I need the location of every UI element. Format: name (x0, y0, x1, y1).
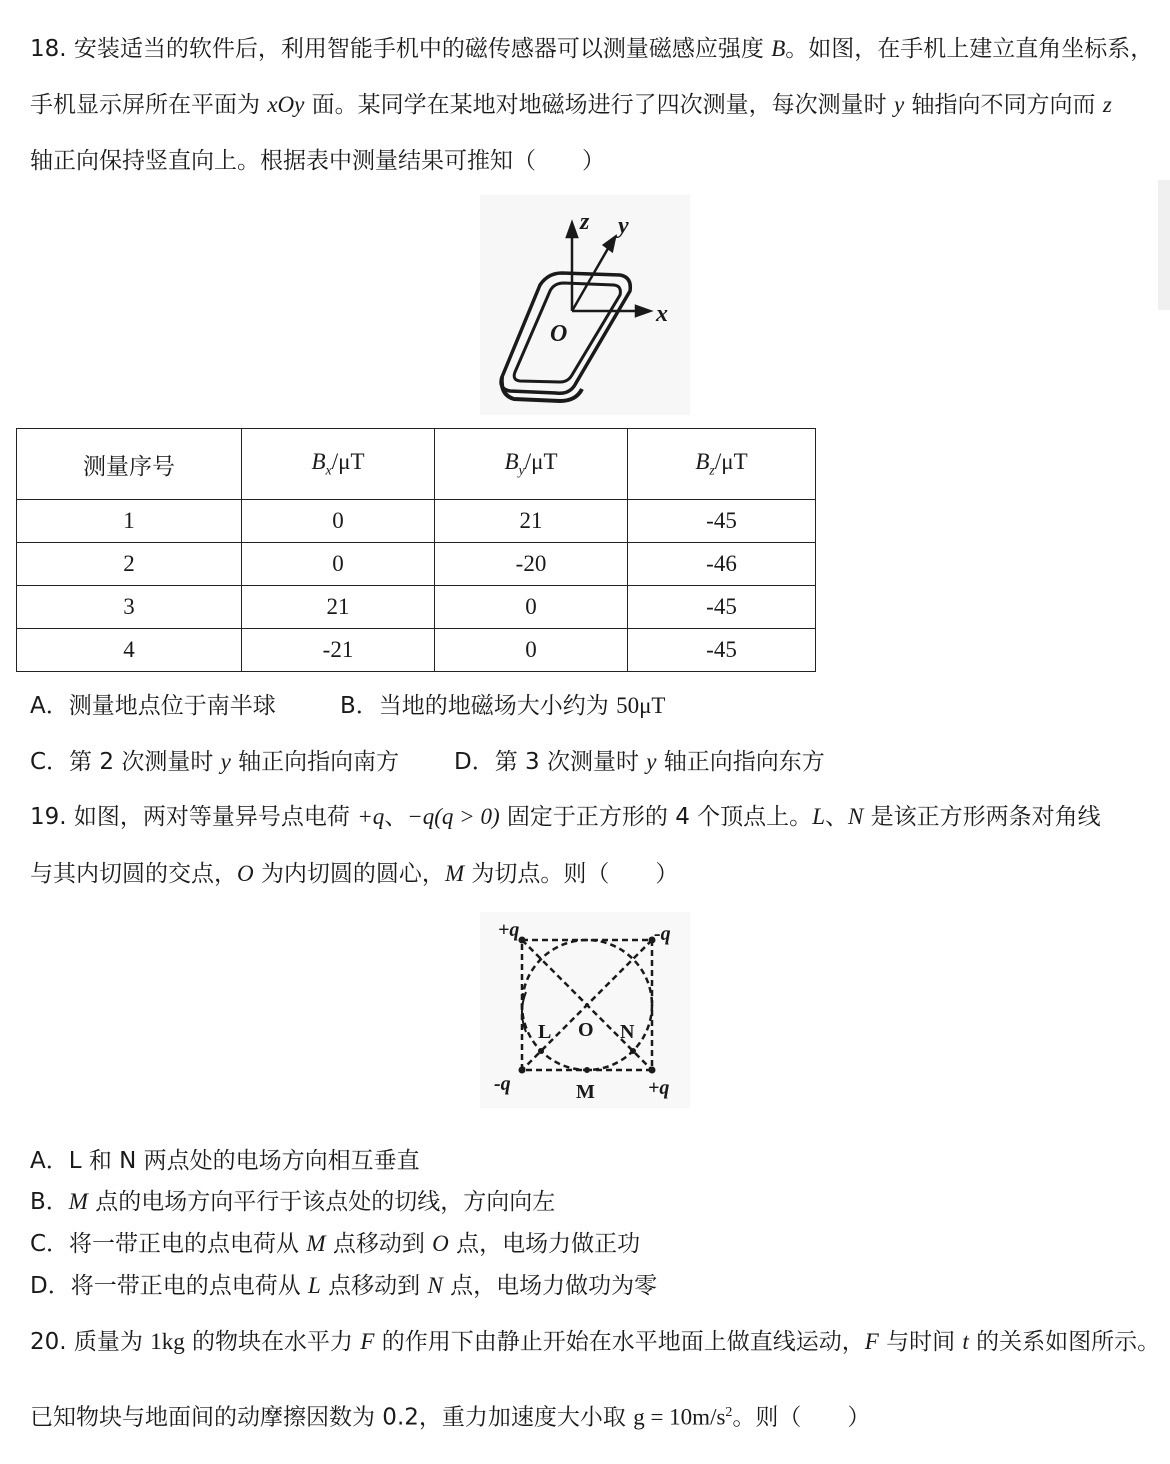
q18-line-2 (30, 90, 1112, 120)
label-m: M (576, 1081, 595, 1103)
header-index: 测量序号 (17, 429, 242, 500)
table-cell: -21 (242, 629, 435, 672)
q18-text: 手机显示屏所在平面为 (30, 92, 268, 118)
vertex-top-left (519, 937, 526, 944)
q20-line-1: 20. 质量为 1kg 的物块在水平力 F 的作用下由静止开始在水平地面上做直线运动，F 与时间 t 的关系如图所示。 (30, 1329, 1161, 1355)
charge-top-right: -q (654, 923, 671, 945)
q20-line-2: 已知物块与地面间的动摩擦因数为 0.2，重力加速度大小取 $g = 10m/s^2$。则（ ） (30, 1404, 871, 1431)
page-edge-shadow (1158, 180, 1170, 310)
table-cell: -45 (628, 500, 816, 543)
q18-text: 轴指向不同方向而 (904, 92, 1103, 118)
table-cell: 21 (435, 500, 628, 543)
q18-line-3: 轴正向保持竖直向上。根据表中测量结果可推知（ ） (30, 148, 605, 174)
table-cell: -45 (628, 586, 816, 629)
point-n (630, 1048, 636, 1054)
table-row (17, 586, 816, 629)
table-header-row (17, 429, 816, 500)
header-bz: $B_z/\mu T$ (628, 429, 816, 500)
table-cell: 0 (242, 543, 435, 586)
point-l (538, 1048, 544, 1054)
vertex-bottom-left (519, 1067, 526, 1074)
q19-line-1: 19. 如图，两对等量异号点电荷 +q、−q(q > 0) 固定于正方形的 4 个顶点上。L、N 是该正方形两条对角线 (30, 804, 1101, 830)
phone-coordinate-figure (480, 195, 690, 415)
q18-option-d[interactable]: D．第 3 次测量时 y 轴正向指向东方 (454, 749, 825, 775)
table-cell: -46 (628, 543, 816, 586)
table-cell: 3 (17, 586, 242, 629)
q18-symbol-b: B (771, 36, 786, 61)
header-by: $B_y/\mu T$ (435, 429, 628, 500)
label-x: x (656, 301, 668, 327)
table-cell: -20 (435, 543, 628, 586)
q18-text: 18. 安装适当的软件后，利用智能手机中的磁传感器可以测量磁感应强度 (30, 36, 772, 62)
charge-bottom-right: +q (648, 1077, 670, 1099)
charge-top-left: +q (498, 919, 520, 941)
q18-option-b[interactable]: B．当地的地磁场大小约为 50μT (340, 693, 666, 719)
q18-option-a[interactable]: A．测量地点位于南半球 (30, 693, 276, 719)
q19-option-b[interactable]: B．M 点的电场方向平行于该点处的切线，方向向左 (30, 1189, 556, 1215)
table-row (17, 543, 816, 586)
label-o: O (578, 1019, 594, 1041)
q18-symbol-z: z (1102, 92, 1112, 117)
q18-text: 。如图，在手机上建立直角坐标系， (785, 36, 1154, 62)
table-cell: 0 (435, 629, 628, 672)
q19-option-d[interactable]: D．将一带正电的点电荷从 L 点移动到 N 点，电场力做功为零 (30, 1273, 658, 1299)
q19-option-c[interactable]: C．将一带正电的点电荷从 M 点移动到 O 点，电场力做正功 (30, 1231, 641, 1257)
vertex-bottom-right (649, 1067, 656, 1074)
label-o: O (550, 321, 568, 347)
header-bx: $B_x/\mu T$ (242, 429, 435, 500)
label-y: y (618, 213, 629, 239)
table-cell: 4 (17, 629, 242, 672)
q18-text: 面。某同学在某地对地磁场进行了四次测量，每次测量时 (304, 92, 894, 118)
table-cell: 2 (17, 543, 242, 586)
q19-option-a[interactable]: A．L 和 N 两点处的电场方向相互垂直 (30, 1148, 420, 1174)
table-cell: -45 (628, 629, 816, 672)
table-cell: 0 (242, 500, 435, 543)
label-l: L (538, 1021, 552, 1043)
table-cell: 1 (17, 500, 242, 543)
q18-symbol-xoy: xOy (267, 92, 305, 117)
table-cell: 0 (435, 586, 628, 629)
point-m (584, 1067, 590, 1073)
measurement-table (16, 428, 816, 672)
charges-square-figure (480, 912, 690, 1108)
q18-symbol-y: y (893, 92, 905, 117)
table-row (17, 500, 816, 543)
q18-line-1 (30, 34, 1153, 64)
charge-bottom-left: -q (494, 1073, 511, 1095)
table-row (17, 629, 816, 672)
table-cell: 21 (242, 586, 435, 629)
q19-line-2: 与其内切圆的交点，O 为内切圆的圆心，M 为切点。则（ ） (30, 861, 679, 887)
label-z: z (580, 209, 590, 235)
label-n: N (620, 1021, 635, 1043)
q18-option-c[interactable]: C．第 2 次测量时 y 轴正向指向南方 (30, 749, 400, 775)
